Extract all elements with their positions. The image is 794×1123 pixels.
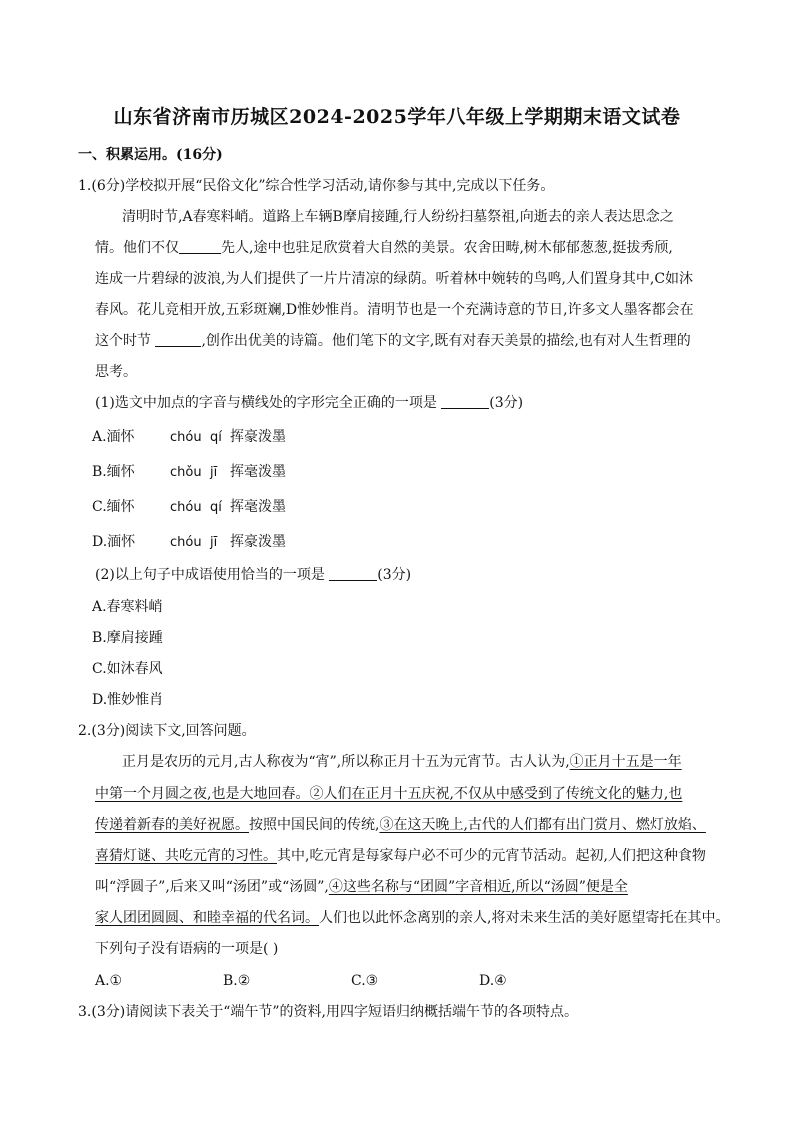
underlined-sentence-1: ①正月十五是一年: [569, 754, 682, 770]
q2-choice-c: C.③: [351, 973, 379, 989]
q1-passage-line-5: 这个时节 ,创作出优美的诗篇。他们笔下的文字,既有对春天美景的描绘,也有对人生哲理的: [95, 333, 691, 349]
q1-idiom-option-b: B.摩肩接踵: [92, 630, 163, 646]
q2-passage-line-3: 传递着新春的美好祝愿。按照中国民间的传统,③在这天晚上,古代的人们都有出门赏月、燃灯放焰、: [95, 817, 706, 833]
blank-line: [155, 332, 201, 347]
q2-passage-line-4: 喜猜灯谜、共吃元宵的习性。其中,吃元宵是每家每户必不可少的元宵节活动。起初,人们把这种食物: [95, 848, 706, 864]
q1-idiom-option-c: C.如沐春风: [92, 661, 163, 677]
underlined-sentence-1-cont: 中第一个月圆之夜,也是大地回春。: [95, 786, 310, 802]
q2-passage-line-2: [95, 784, 682, 804]
answer-blank: [329, 566, 377, 581]
q1-stem: 1.(6分)学校拟开展“民俗文化”综合性学习活动,请你参与其中,完成以下任务。: [78, 178, 555, 194]
q1-option-a: A.湎怀 chóu qí 挥豪泼墨: [92, 429, 286, 445]
q1-sub-question-2: (2)以上句子中成语使用恰当的一项是 (3分): [95, 567, 412, 583]
q2-passage-line-6: 家人团团圆圆、和睦幸福的代名词。人们也以此怀念离别的亲人,将对未来生活的美好愿望寄托在其中。: [95, 910, 730, 926]
q1-passage-line-3: 连成一片碧绿的波浪,为人们提供了一片片清凉的绿荫。听着林中婉转的鸟鸣,人们置身其中,C如沐: [95, 271, 694, 287]
q3-stem: 3.(3分)请阅读下表关于“端午节”的资料,用四字短语归纳概括端午节的各项特点。: [78, 1004, 578, 1020]
q2-choice-b: B.②: [223, 973, 251, 989]
underlined-sentence-4-cont: 家人团团圆圆、和睦幸福的代名词。: [95, 910, 319, 926]
q2-choices: [95, 971, 607, 991]
q2-stem: 2.(3分)阅读下文,回答问题。: [78, 723, 256, 739]
answer-blank: [441, 394, 489, 409]
q1-option-c: C.缅怀 chóu qí 挥毫泼墨: [92, 499, 286, 515]
q1-idiom-option-d: D.惟妙惟肖: [92, 692, 164, 708]
q1-passage-line-4: 春风。花儿竞相开放,五彩斑斓,D惟妙惟肖。清明节也是一个充满诗意的节日,许多文人墨客都会在: [95, 302, 694, 318]
page-title: 山东省济南市历城区2024-2025学年八年级上学期期末语文试卷: [113, 106, 681, 128]
q2-choice-a: A.①: [95, 973, 123, 989]
q2-question: 下列句子没有语病的一项是( ): [95, 941, 279, 957]
q1-sub-question-1: (1)选文中加点的字音与横线处的字形完全正确的一项是 (3分): [95, 395, 524, 411]
q2-passage-line-5: 叫“浮圆子”,后来又叫“汤团”或“汤圆”,④这些名称与“团圆”字音相近,所以“汤圆”便是全: [95, 879, 628, 895]
blank-line: [179, 239, 221, 254]
underlined-sentence-3-cont: 喜猜灯谜、共吃元宵的习性。: [95, 848, 277, 864]
q1-passage-line-1: 清明时节,A春寒料峭。道路上车辆B摩肩接踵,行人纷纷扫墓祭祖,向逝去的亲人表达思念之: [122, 209, 674, 225]
q2-passage-line-1: 正月是农历的元月,古人称夜为“宵”,所以称正月十五为元宵节。古人认为,①正月十五是一年: [122, 754, 682, 770]
q1-option-d: D.湎怀 chóu jī 挥豪泼墨: [92, 534, 286, 550]
underlined-sentence-2-cont: 传递着新春的美好祝愿。: [95, 817, 249, 833]
section-heading: 一、积累运用。(16分): [78, 147, 223, 163]
q1-option-b: B.缅怀 chǒu jī 挥毫泼墨: [92, 464, 286, 480]
q1-passage-line-6: 思考。: [95, 364, 137, 380]
q1-passage-line-2: 情。他们不仅 先人,途中也驻足欣赏着大自然的美景。农舍田畴,树木郁郁葱葱,挺拔秀颀,: [95, 240, 673, 256]
q2-choice-d: D.④: [479, 973, 507, 989]
q1-idiom-option-a: A.春寒料峭: [92, 599, 163, 615]
underlined-sentence-2: ②人们在正月十五庆祝,不仅从中感受到了传统文化的魅力,也: [309, 786, 683, 802]
underlined-sentence-3: ③在这天晚上,古代的人们都有出门赏月、燃灯放焰、: [379, 817, 706, 833]
underlined-sentence-4: ④这些名称与“团圆”字音相近,所以“汤圆”便是全: [328, 879, 628, 895]
